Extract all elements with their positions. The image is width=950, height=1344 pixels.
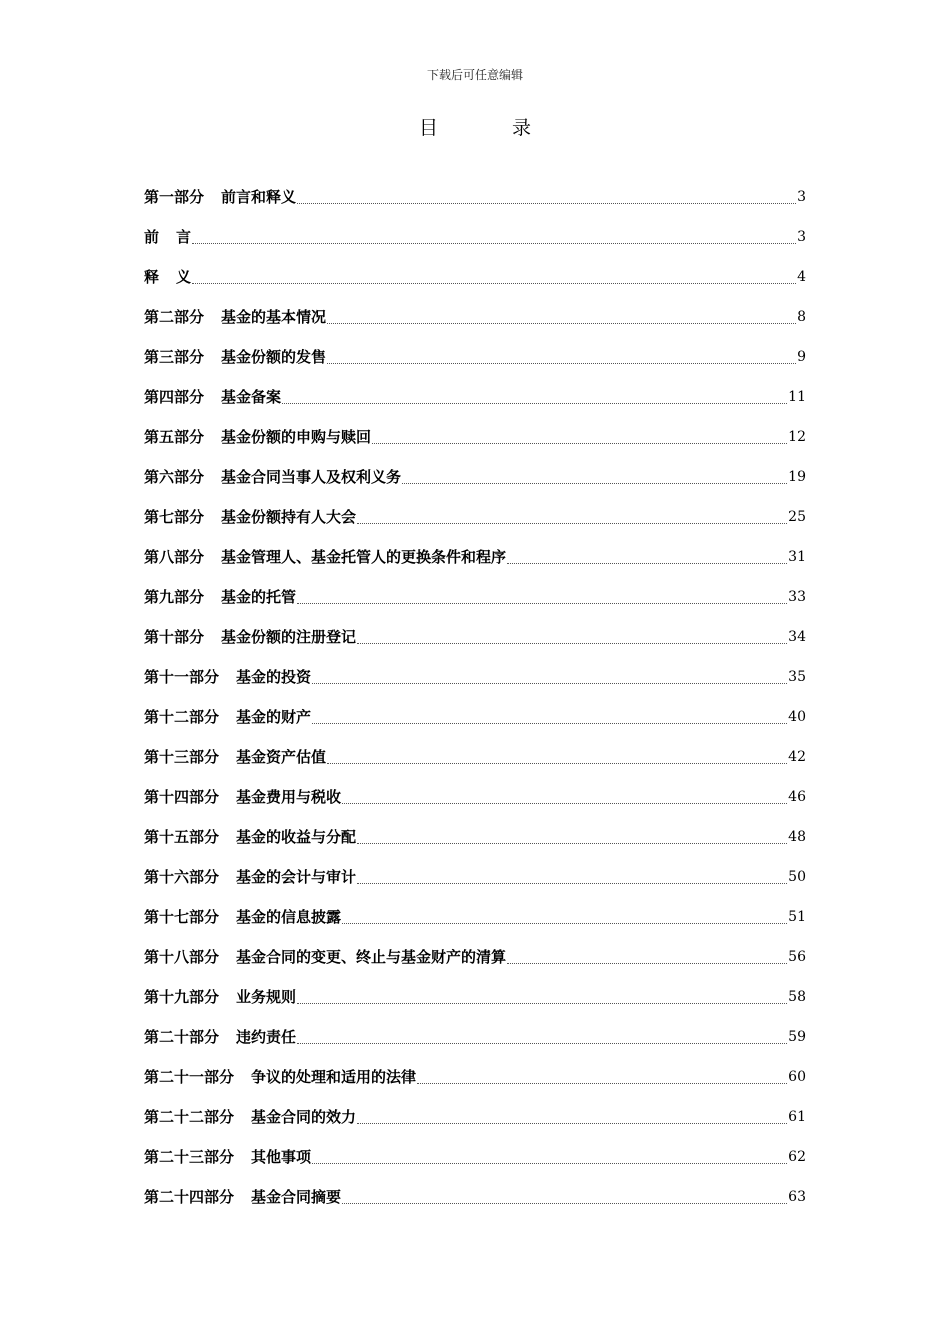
toc-entry[interactable] bbox=[144, 1052, 806, 1092]
toc-entry[interactable] bbox=[144, 452, 806, 492]
toc-entry-part-label: 第二十二部分 bbox=[144, 1108, 235, 1126]
toc-entry-part-label: 第六部分 bbox=[144, 468, 205, 486]
toc-entry-page-number: 40 bbox=[788, 709, 806, 725]
toc-entry[interactable] bbox=[144, 612, 806, 652]
toc-entry[interactable] bbox=[144, 932, 806, 972]
toc-entry[interactable] bbox=[144, 572, 806, 612]
toc-entry-page-number: 63 bbox=[788, 1189, 806, 1205]
toc-entry[interactable] bbox=[144, 972, 806, 1012]
toc-dot-leader bbox=[327, 362, 796, 364]
toc-entry-title: 基金合同的变更、终止与基金财产的清算 bbox=[236, 948, 507, 966]
toc-entry[interactable] bbox=[144, 1092, 806, 1132]
toc-entry[interactable] bbox=[144, 492, 806, 532]
toc-dot-leader bbox=[312, 722, 787, 724]
toc-entry[interactable] bbox=[144, 892, 806, 932]
toc-entry-page-number: 58 bbox=[788, 989, 806, 1005]
toc-dot-leader bbox=[312, 1162, 787, 1164]
toc-entry-title: 违约责任 bbox=[236, 1028, 297, 1046]
toc-entry-page-number: 34 bbox=[788, 629, 806, 645]
toc-dot-leader bbox=[507, 962, 787, 964]
toc-entry-part-label: 第九部分 bbox=[144, 588, 205, 606]
toc-dot-leader bbox=[402, 482, 787, 484]
toc-entry-title: 基金费用与税收 bbox=[236, 788, 342, 806]
toc-entry-part-label: 前 bbox=[144, 228, 160, 246]
toc-dot-leader bbox=[297, 202, 796, 204]
toc-entry-part-label: 第十部分 bbox=[144, 628, 205, 646]
toc-dot-leader bbox=[342, 802, 787, 804]
toc-dot-leader bbox=[357, 842, 787, 844]
toc-dot-leader bbox=[192, 242, 796, 244]
toc-entry-title: 前言和释义 bbox=[221, 188, 297, 206]
toc-entry-page-number: 31 bbox=[788, 549, 806, 565]
toc-dot-leader bbox=[342, 922, 787, 924]
toc-entry-title: 基金的信息披露 bbox=[236, 908, 342, 926]
toc-entry-title: 基金的财产 bbox=[236, 708, 312, 726]
toc-entry-part-label: 第十五部分 bbox=[144, 828, 220, 846]
toc-dot-leader bbox=[507, 562, 787, 564]
toc-entry-page-number: 50 bbox=[788, 869, 806, 885]
toc-entry-page-number: 8 bbox=[797, 309, 806, 325]
toc-entry-part-label: 第二十三部分 bbox=[144, 1148, 235, 1166]
toc-entry[interactable] bbox=[144, 812, 806, 852]
toc-entry-title: 基金份额的发售 bbox=[221, 348, 327, 366]
toc-entry[interactable] bbox=[144, 412, 806, 452]
toc-entry-title: 基金的收益与分配 bbox=[236, 828, 357, 846]
toc-entry[interactable] bbox=[144, 732, 806, 772]
toc-entry-page-number: 46 bbox=[788, 789, 806, 805]
toc-entry-page-number: 60 bbox=[788, 1069, 806, 1085]
page-header-note: 下载后可任意编辑 bbox=[426, 68, 523, 82]
toc-entry-page-number: 12 bbox=[788, 429, 806, 445]
toc-entry-page-number: 11 bbox=[788, 389, 806, 405]
toc-entry-part-label: 第二十部分 bbox=[144, 1028, 220, 1046]
toc-entry-part-label: 第十六部分 bbox=[144, 868, 220, 886]
toc-entry-part-label: 第十一部分 bbox=[144, 668, 220, 686]
toc-dot-leader bbox=[312, 682, 787, 684]
toc-entry[interactable] bbox=[144, 1132, 806, 1172]
toc-entry[interactable] bbox=[144, 332, 806, 372]
toc-entry-title: 争议的处理和适用的法律 bbox=[251, 1068, 417, 1086]
toc-entry-title: 基金备案 bbox=[221, 388, 282, 406]
toc-entry-page-number: 42 bbox=[788, 749, 806, 765]
toc-dot-leader bbox=[342, 1202, 787, 1204]
toc-entry-page-number: 61 bbox=[788, 1109, 806, 1125]
toc-entry[interactable] bbox=[144, 372, 806, 412]
toc-entry-page-number: 33 bbox=[788, 589, 806, 605]
toc-entry-part-label: 第四部分 bbox=[144, 388, 205, 406]
toc-entry-title: 基金份额的申购与赎回 bbox=[221, 428, 372, 446]
toc-entry-title: 基金份额持有人大会 bbox=[221, 508, 357, 526]
toc-entry-page-number: 59 bbox=[788, 1029, 806, 1045]
toc-entry[interactable] bbox=[144, 772, 806, 812]
toc-entry-part-label: 第一部分 bbox=[144, 188, 205, 206]
toc-entry-title: 基金的基本情况 bbox=[221, 308, 327, 326]
toc-entry-title: 基金的投资 bbox=[236, 668, 312, 686]
toc-entry[interactable] bbox=[144, 252, 806, 292]
toc-entry-title: 基金资产估值 bbox=[236, 748, 327, 766]
toc-entry-page-number: 48 bbox=[788, 829, 806, 845]
toc-heading: 目 录 bbox=[418, 117, 566, 139]
toc-entry-page-number: 19 bbox=[788, 469, 806, 485]
toc-entry[interactable] bbox=[144, 692, 806, 732]
toc-entry-part-label: 第十七部分 bbox=[144, 908, 220, 926]
toc-entry-page-number: 3 bbox=[797, 189, 806, 205]
toc-entry-title: 基金合同当事人及权利义务 bbox=[221, 468, 402, 486]
toc-entry-title: 义 bbox=[176, 268, 192, 286]
toc-entry-title: 基金的会计与审计 bbox=[236, 868, 357, 886]
toc-entry-page-number: 35 bbox=[788, 669, 806, 685]
toc-entry-title: 基金份额的注册登记 bbox=[221, 628, 357, 646]
toc-entry-page-number: 9 bbox=[797, 349, 806, 365]
toc-dot-leader bbox=[297, 1002, 787, 1004]
toc-entry-title: 基金管理人、基金托管人的更换条件和程序 bbox=[221, 548, 507, 566]
toc-entry[interactable] bbox=[144, 652, 806, 692]
toc-entry-part-label: 第八部分 bbox=[144, 548, 205, 566]
toc-entry-part-label: 第二十四部分 bbox=[144, 1188, 235, 1206]
toc-dot-leader bbox=[282, 402, 787, 404]
toc-dot-leader bbox=[297, 1042, 787, 1044]
toc-entry-part-label: 第七部分 bbox=[144, 508, 205, 526]
toc-entry-page-number: 25 bbox=[788, 509, 806, 525]
toc-dot-leader bbox=[417, 1082, 787, 1084]
toc-entry[interactable] bbox=[144, 1012, 806, 1052]
toc-entry[interactable] bbox=[144, 532, 806, 572]
toc-entry-part-label: 第十二部分 bbox=[144, 708, 220, 726]
toc-entry-page-number: 51 bbox=[788, 909, 806, 925]
toc-entry-part-label: 第二部分 bbox=[144, 308, 205, 326]
toc-entry-title: 基金合同摘要 bbox=[251, 1188, 342, 1206]
toc-entry-part-label: 第三部分 bbox=[144, 348, 205, 366]
toc-entry-page-number: 56 bbox=[788, 949, 806, 965]
toc-dot-leader bbox=[327, 762, 787, 764]
toc-entry[interactable] bbox=[144, 172, 806, 212]
toc-entry[interactable] bbox=[144, 852, 806, 892]
toc-entry-part-label: 第十九部分 bbox=[144, 988, 220, 1006]
toc-entry-part-label: 释 bbox=[144, 268, 160, 286]
toc-dot-leader bbox=[357, 522, 787, 524]
toc-entry-title: 基金合同的效力 bbox=[251, 1108, 357, 1126]
toc-entry-title: 业务规则 bbox=[236, 988, 297, 1006]
toc-dot-leader bbox=[357, 1122, 787, 1124]
toc-entry-page-number: 4 bbox=[797, 269, 806, 285]
toc-dot-leader bbox=[372, 442, 787, 444]
toc-dot-leader bbox=[357, 882, 787, 884]
toc-entry[interactable] bbox=[144, 1172, 806, 1212]
toc-entry-part-label: 第二十一部分 bbox=[144, 1068, 235, 1086]
toc-dot-leader bbox=[357, 642, 787, 644]
toc-dot-leader bbox=[327, 322, 796, 324]
toc-entry-page-number: 3 bbox=[797, 229, 806, 245]
table-of-contents bbox=[144, 172, 806, 1212]
toc-entry[interactable] bbox=[144, 292, 806, 332]
toc-entry-part-label: 第十八部分 bbox=[144, 948, 220, 966]
toc-entry-title: 基金的托管 bbox=[221, 588, 297, 606]
toc-dot-leader bbox=[192, 282, 796, 284]
toc-entry-part-label: 第十三部分 bbox=[144, 748, 220, 766]
toc-entry-part-label: 第十四部分 bbox=[144, 788, 220, 806]
toc-entry-part-label: 第五部分 bbox=[144, 428, 205, 446]
toc-entry[interactable] bbox=[144, 212, 806, 252]
toc-entry-title: 言 bbox=[176, 228, 192, 246]
toc-entry-title: 其他事项 bbox=[251, 1148, 312, 1166]
toc-entry-page-number: 62 bbox=[788, 1149, 806, 1165]
toc-dot-leader bbox=[297, 602, 787, 604]
